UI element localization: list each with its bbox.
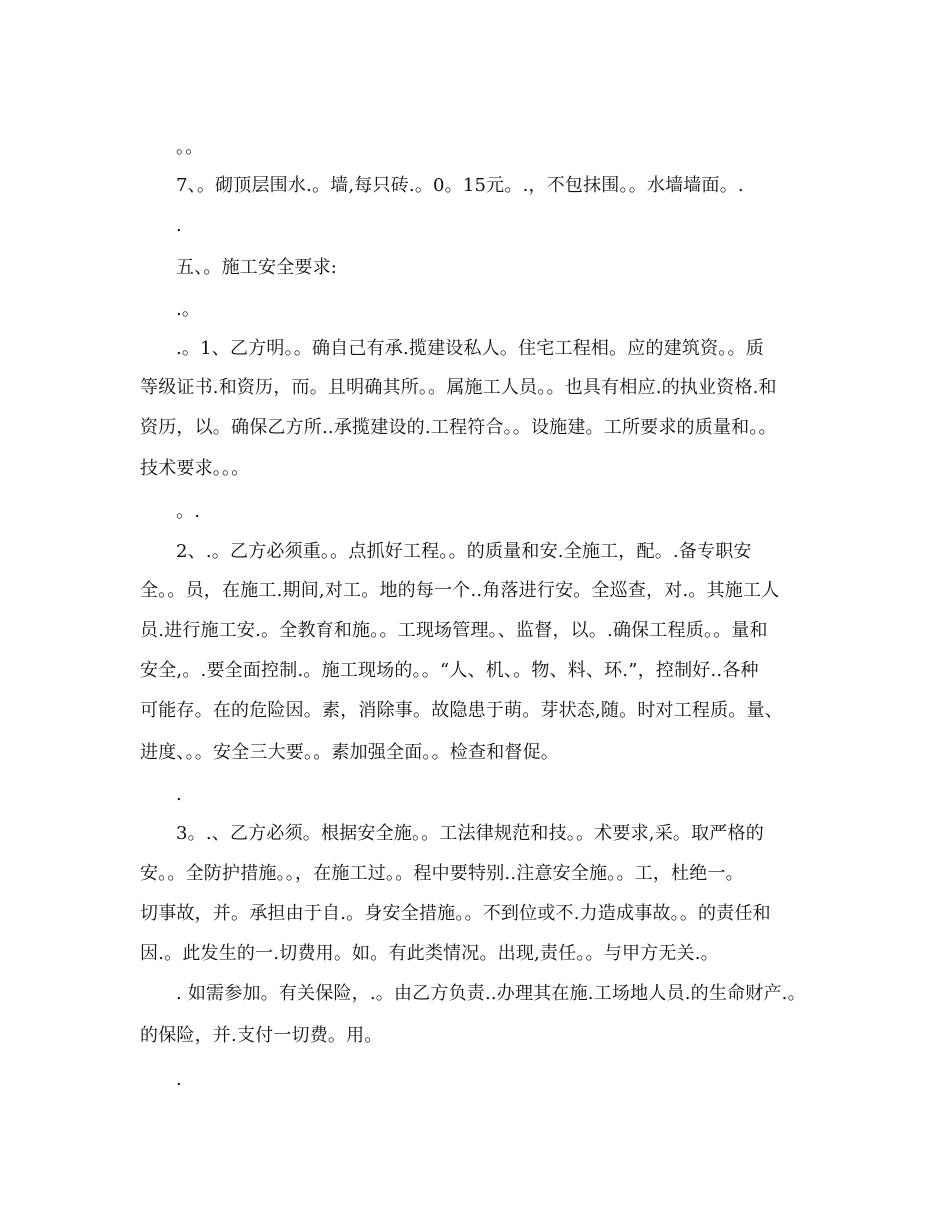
text-line: 进度、。。安全三大要。。素加强全面。。检查和督促。 bbox=[140, 742, 559, 763]
text-line: . bbox=[176, 784, 182, 805]
text-line: 安。。全防护措施。。，在施工过。。程中要特别..注意安全施。。工，杜绝一。 bbox=[140, 863, 744, 884]
text-line: 3。.、乙方必须。根据安全施。。工法律规范和技。。术要求,采。取严格的 bbox=[176, 823, 764, 844]
text-line: 切事故，并。承担由于自.。身安全措施。。不到位或不.力造成事故。。的责任和 bbox=[140, 903, 771, 924]
text-line: 。。 bbox=[176, 137, 204, 158]
text-line: . bbox=[176, 1069, 182, 1090]
text-line: 的保险，并.支付一切费。用。 bbox=[140, 1025, 383, 1046]
text-line: 技术要求。。。 bbox=[140, 458, 250, 479]
text-line: 。. bbox=[176, 501, 201, 522]
text-line: .。 bbox=[176, 299, 201, 320]
text-line: 资历，以。确保乙方所..承揽建设的.工程符合。。设施建。工所要求的质量和。。 bbox=[140, 417, 777, 438]
text-line: 员.进行施工安.。全教育和施。。工现场管理。、监督，以。.确保工程质。。量和 bbox=[140, 620, 768, 641]
section-heading: 五、。施工安全要求: bbox=[176, 257, 338, 278]
text-line: . 如需参加。有关保险，.。由乙方负责..办理其在施.工场地人员.的生命财产.。 bbox=[176, 983, 806, 1004]
text-line: 2、.。乙方必须重。。点抓好工程。。的质量和安.全施工，配。.备专职安 bbox=[176, 541, 752, 562]
text-line: 因.。此发生的一.切费用。如。有此类情况。出现,责任。。与甲方无关.。 bbox=[140, 943, 719, 964]
text-line: 安全,。.要全面控制.。施工现场的。。“人、机、。物、料、环.”，控制好..各种 bbox=[140, 660, 759, 681]
text-line: 全。。员，在施工.期间,对工。地的每一个..角落进行安。全巡查，对.。其施工人 bbox=[140, 580, 780, 601]
text-line: 可能存。在的危险因。素，消除事。故隐患于萌。芽状态,随。时对工程质。量、 bbox=[140, 700, 783, 721]
text-line: 7、。砌顶层围水.。墙,每只砖.。0。15元。.，不包抹围。。水墙墙面。. bbox=[176, 175, 744, 196]
text-line: . bbox=[176, 215, 182, 236]
text-line: .。1、乙方明。。确自己有承.揽建设私人。住宅工程相。应的建筑资。。质 bbox=[176, 338, 764, 359]
text-line: 等级证书.和资历，而。且明确其所。。属施工人员。。也具有相应.的执业资格.和 bbox=[140, 377, 777, 398]
